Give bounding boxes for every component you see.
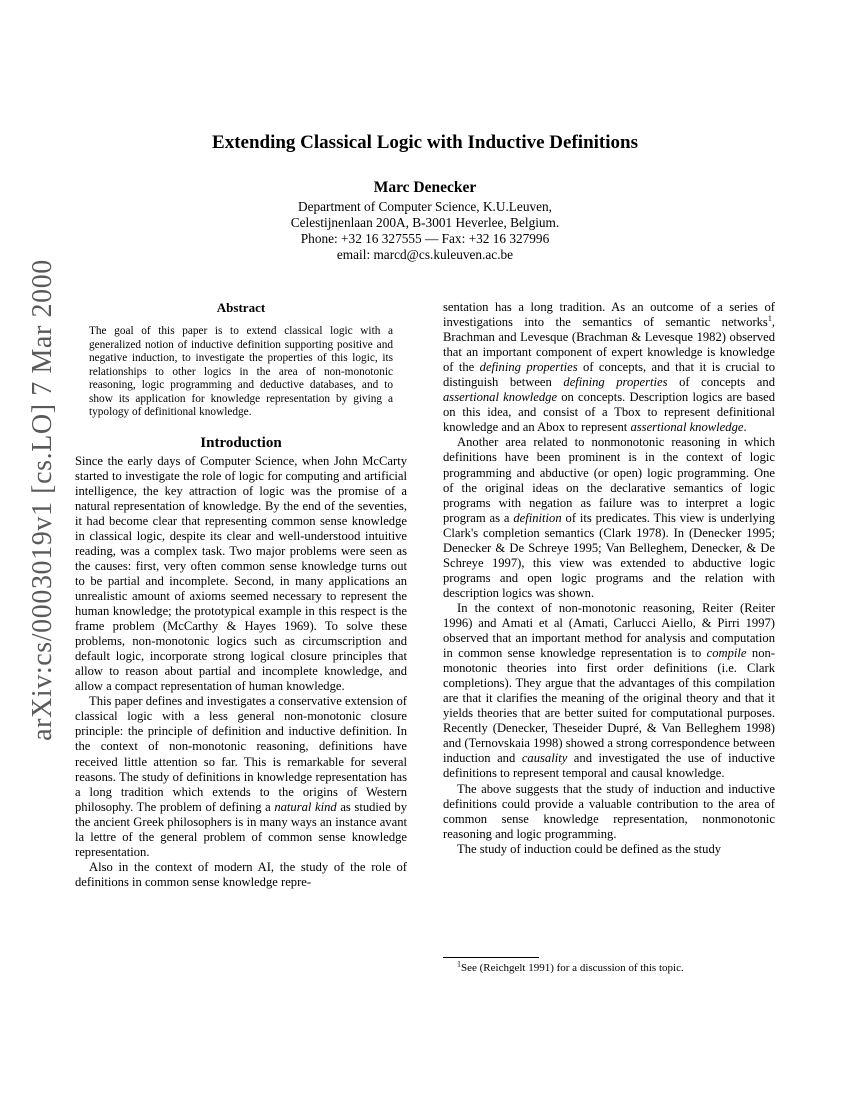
abstract-heading: Abstract bbox=[216, 300, 266, 315]
footnote-marker: 1 bbox=[767, 313, 772, 323]
footnote-rule bbox=[443, 957, 539, 958]
footnote-text: See (Reichgelt 1991) for a discussion of this topic. bbox=[461, 962, 684, 974]
footnote bbox=[443, 959, 775, 975]
abstract-text: The goal of this paper is to extend classical logic with a generalized notion of inductive definition supporting positive and negative induction, to investigate the properties of this logic, its relationships to other logics in the area of non-monotonic reasoning, logic programming and deductive databases, and to show its application for knowledge representation by giving a typology of definitional knowledge. bbox=[89, 325, 393, 419]
arxiv-stamp-text: arXiv:cs/0003019v1 [cs.LO] 7 Mar 2000 bbox=[27, 259, 58, 741]
intro-paragraph-3-start: Also in the context of modern AI, the study of the role of definitions in common sense knowledge repre- bbox=[75, 859, 407, 889]
author-affiliation: Department of Computer Science, K.U.Leuven, bbox=[297, 199, 553, 214]
footnote-mark: 1 bbox=[457, 959, 461, 969]
arxiv-stamp bbox=[18, 259, 68, 741]
author-address: Celestijnenlaan 200A, B-3001 Heverlee, Belgium. bbox=[290, 215, 560, 230]
intro-paragraph-2: This paper defines and investigates a conservative extension of classical logic with a less general non-monotonic closure principle: the principle of definition and inductive definition. In the context of non-monotonic reasoning, definitions have received little attention so far. This is remarkable for several reasons. The study of definitions in knowledge representation has a long tradition which extends to the origins of Western philosophy. The problem of defining a natural kind as studied by the ancient Greek philosophers is in many ways an instance avant la lettre of the general problem of common sense knowledge representation. bbox=[75, 694, 408, 859]
introduction-heading: Introduction bbox=[200, 434, 282, 451]
author-email: email: marcd@cs.kuleuven.ac.be bbox=[336, 247, 514, 262]
intro-paragraph-7: The study of induction could be defined as the study bbox=[457, 841, 722, 856]
left-column bbox=[75, 300, 407, 890]
right-column bbox=[443, 300, 775, 857]
intro-paragraph-5: In the context of non-monotonic reasoning, Reiter (Reiter 1996) and Amati et al (Amati, Carlucci Aiello, & Pirri 1997) observed that an important method for analysis and computation in common sense knowledge representation is to compile non-monotonic theories into first order definitions (i.e. Clark completions). They argue that the advantages of this compilation are that it clarifies the meaning of the original theory and that it yields theories that are better suited for computational purposes. Recently (Denecker, Theseider Dupré, & Van Belleghem 1998) and (Ternovskaia 1998) showed a strong correspondence between induction and causality and investigated the use of inductive definitions to represent temporal and causal knowledge. bbox=[443, 600, 775, 781]
paper-title: Extending Classical Logic with Inductive Definitions bbox=[212, 132, 638, 153]
author-phone: Phone: +32 16 327555 — Fax: +32 16 327996 bbox=[300, 231, 550, 246]
intro-paragraph-1: Since the early days of Computer Science, when John McCarty started to investigate the role of logic for computing and artificial intelligence, the key attraction of logic was the promise of a natural representation of knowledge. By the end of the seventies, it had become clear that representing common sense knowledge in classical logic, despite its clear and well-understood intuitive reading, was a complex task. Two major problems were seen as the causes: first, very often common sense knowledge turns out to be partial and incomplete. Second, in many applications an unrealistic amount of axioms seemed necessary to represent the human knowledge; the prototypical example in this respect is the frame problem (McCarthy & Hayes 1969). To solve these problems, non-monotonic logics such as circumscription and default logic, incorporate strong logical closure principles that allow to reason about partial and incomplete knowledge, and allow a compact representation of human knowledge. bbox=[75, 453, 407, 694]
intro-paragraph-3-continued: sentation has a long tradition. As an outcome of a series of investigations into the semantics of semantic networks$^1$, Brachman and Levesque (Brachman & Levesque 1982) observed that an important component of expert knowledge is knowledge of the defining properties of concepts, and that it is crucial to distinguish between defining properties of concepts and assertional knowledge on concepts. Description logics are based on this idea, and consist of a Tbox to represent definitional knowledge and an Abox to represent assertional knowledge. bbox=[443, 300, 775, 435]
author-name: Marc Denecker bbox=[373, 179, 477, 196]
intro-paragraph-6: The above suggests that the study of induction and inductive definitions could provide a valuable contribution to the area of common sense knowledge representation, nonmonotonic reasoning and logic programming. bbox=[443, 781, 775, 841]
author-affiliation-block bbox=[75, 199, 775, 263]
intro-paragraph-4: Another area related to nonmonotonic reasoning in which definitions have been prominent is in the context of logic programming and abductive (or open) logic programming. One of the original ideas on the declarative semantics of logic programs with negation as failure was to interpret a logic program as a definition of its predicates. This view is underlying Clark's completion semantics (Clark 1978). In (Denecker 1995; Denecker & De Schreye 1995; Van Belleghem, Denecker, & De Schreye 1997), this view was extended to abductive logic programs and open logic programs and the relation with description logics was shown. bbox=[443, 435, 775, 600]
